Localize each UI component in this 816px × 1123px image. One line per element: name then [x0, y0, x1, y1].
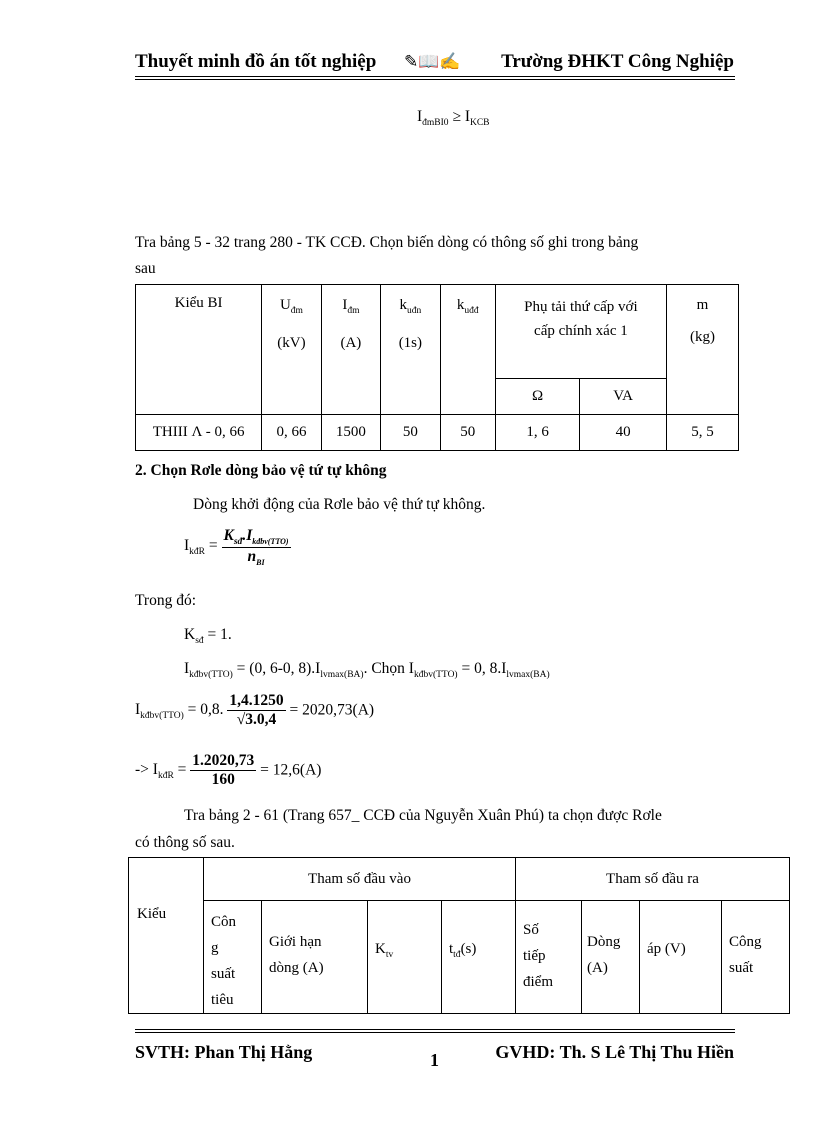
th-dong: Dòng (A) — [582, 901, 640, 1014]
rele-spec-table — [128, 857, 790, 1014]
footer-left: SVTH: Phan Thị Hằng — [135, 1042, 313, 1062]
th-kudn: $k_{uđn}$ (1s) — [381, 285, 440, 415]
cell-kieu: THIII Λ - 0, 66 — [136, 415, 262, 451]
book-ornament-icon: ✎📖✍ — [404, 52, 461, 71]
th-so-tiep-diem: Số tiếp điểm — [516, 901, 582, 1014]
th-kieu-bi: Kiểu BI — [136, 285, 262, 415]
cell-m: 5, 5 — [666, 415, 738, 451]
header-left: Thuyết minh đồ án tốt nghiệp — [135, 51, 377, 72]
para3-line1: Tra bảng 2 - 61 (Trang 657_ CCĐ của Nguyễn Xuân Phú) ta chọn được Rơle — [184, 807, 662, 824]
th-cong-suat-tieu: Côn g suất tiêu — [204, 901, 262, 1014]
th-udm: $U_{đm}$ (kV) — [262, 285, 321, 415]
th-cong-suat: Công suất — [722, 901, 790, 1014]
section-title: 2. Chọn Rơle dòng bảo vệ tứ tự không — [135, 462, 387, 479]
th-tham-so-vao: Tham số đầu vào — [204, 858, 516, 901]
para3-line2: có thông số sau. — [135, 834, 235, 851]
para1-line1: Tra bảng 5 - 32 trang 280 - TK CCĐ. Chọn biến dòng có thông số ghi trong bảng — [135, 234, 639, 251]
header-right: Trường ĐHKT Công Nghiệp — [501, 51, 734, 72]
bi-spec-table — [135, 284, 739, 451]
trong-do: Trong đó: — [135, 592, 197, 609]
footer-right: GVHD: Th. S Lê Thị Thu Hiền — [495, 1042, 734, 1062]
footer-rule — [135, 1029, 735, 1030]
th-ohm: Ω — [495, 379, 580, 415]
header-rule-2 — [135, 79, 735, 80]
formula-ikdr: $I_{kđR}$ = $\frac{K_{sđ}.I_{kđbv(TTO)}}{n_{BI}}$ — [184, 527, 289, 567]
th-kudd: $k_{uđđ}$ — [440, 285, 495, 415]
cell-kudn: 50 — [381, 415, 440, 451]
cell-va: 40 — [580, 415, 667, 451]
th-ttd: $t_{tđ}(s)$ — [442, 901, 516, 1014]
th-tham-so-ra: Tham số đầu ra — [516, 858, 790, 901]
th-ap: áp (V) — [640, 901, 722, 1014]
cell-ohm: 1, 6 — [495, 415, 580, 451]
th-m: m (kg) — [666, 285, 738, 415]
footer-rule-2 — [135, 1032, 735, 1033]
formula-ikdbv: $I_{kđbv(TTO)} = 0,8$. $\frac{1,4.1250}{√3.0,4}$ = 2020,73(A) — [135, 692, 375, 728]
cell-kudd: 50 — [440, 415, 495, 451]
page-number: 1 — [430, 1050, 439, 1070]
th-kieu: Kiểu — [129, 858, 204, 1014]
formula-idm-bi0: $I_{đmBI0} \ge I_{KCB}$ — [417, 108, 490, 128]
ksd-line: $K_{sđ} = 1$. — [184, 626, 232, 646]
para2: Dòng khởi động của Rơle bảo vệ thứ tự không. — [193, 496, 486, 513]
ikdbv-line: $I_{kđbv(TTO)} = (0$, 6-0, $8).I_{lvmax(BA)}$. Chọn $I_{kđbv(TTO)} = 0$, $8.I_{lvmax(BA)}$ — [184, 660, 550, 680]
th-va: VA — [580, 379, 667, 415]
para1-line2: sau — [135, 260, 156, 277]
th-gioi-han-dong: Giới hạn dòng (A) — [262, 901, 368, 1014]
th-phu-tai: Phụ tải thứ cấp với cấp chính xác 1 — [495, 285, 666, 379]
header-rule — [135, 76, 735, 77]
cell-udm: 0, 66 — [262, 415, 321, 451]
th-idm: $I_{đm}$ (A) — [321, 285, 380, 415]
table-row — [136, 415, 739, 451]
th-ktv: $K_{tv}$ — [368, 901, 442, 1014]
formula-ikdr-result: -> $I_{kđR}$ = $\frac{1.2020,73}{160}$ = 12,6(A) — [135, 752, 322, 788]
cell-idm: 1500 — [321, 415, 380, 451]
